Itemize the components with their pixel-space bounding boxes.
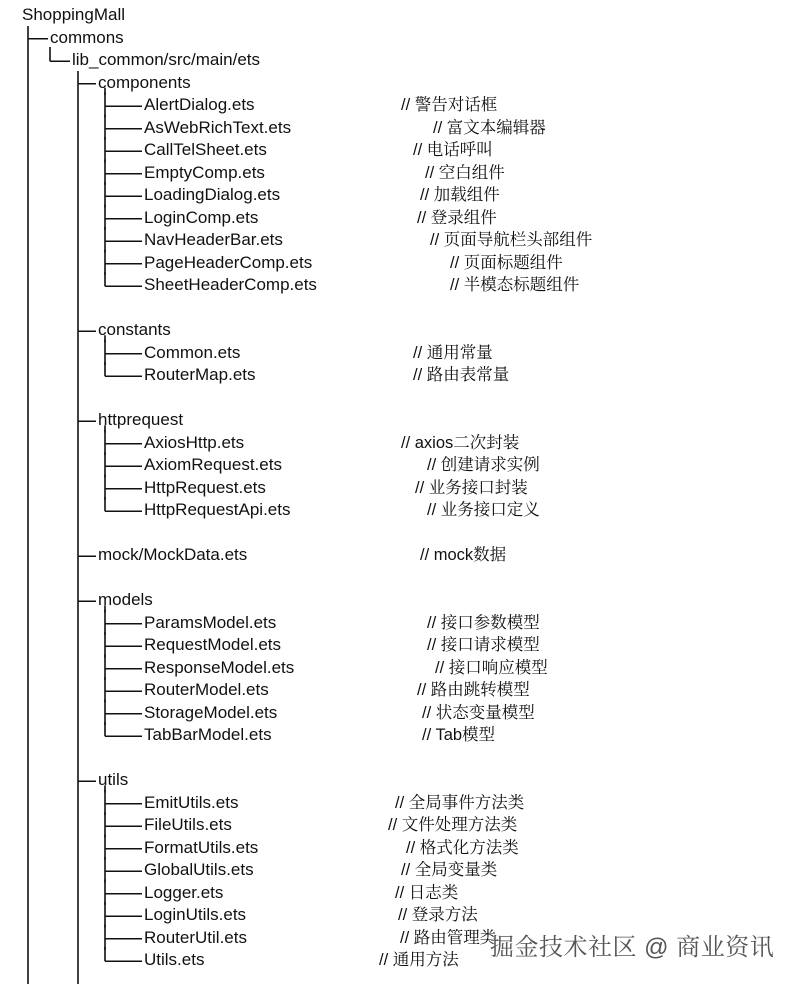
file-comment: // 电话呼叫	[413, 141, 493, 159]
file-item[interactable]: ParamsModel.ets	[144, 612, 277, 632]
folder-item[interactable]: httprequest	[98, 410, 184, 429]
folder-item[interactable]: utils	[98, 770, 129, 789]
file-comment: // 接口请求模型	[427, 636, 540, 654]
file-item[interactable]: AxiosHttp.ets	[144, 432, 245, 452]
file-item[interactable]: HttpRequestApi.ets	[144, 500, 291, 519]
file-item[interactable]: EmptyComp.ets	[144, 162, 265, 182]
file-item[interactable]: RouterMap.ets	[144, 365, 256, 384]
watermark: 掘金技术社区 @ 商业资讯	[490, 934, 775, 961]
folder-item[interactable]: lib_common/src/main/ets	[72, 50, 261, 69]
file-comment: // 路由表常量	[413, 366, 510, 384]
file-item[interactable]: RouterModel.ets	[144, 680, 269, 699]
folder-item[interactable]: mock/MockData.ets	[98, 545, 248, 564]
file-comment: // mock数据	[420, 546, 507, 564]
file-comment: // 接口响应模型	[435, 658, 548, 677]
file-item[interactable]: LoadingDialog.ets	[144, 185, 281, 204]
file-item[interactable]: StorageModel.ets	[144, 702, 278, 722]
file-item[interactable]: PageHeaderComp.ets	[144, 252, 313, 272]
file-comment: // 登录方法	[398, 906, 478, 924]
file-comment: // 文件处理方法类	[388, 816, 518, 834]
file-item[interactable]: GlobalUtils.ets	[144, 860, 254, 879]
file-item[interactable]: TabBarModel.ets	[144, 725, 272, 744]
file-comment: // 业务接口封装	[415, 478, 528, 497]
file-item[interactable]: RequestModel.ets	[144, 635, 282, 654]
file-comment: // 加载组件	[420, 186, 500, 204]
file-item[interactable]: ResponseModel.ets	[144, 657, 295, 677]
file-item[interactable]: CallTelSheet.ets	[144, 140, 267, 159]
file-item[interactable]: Logger.ets	[144, 882, 224, 902]
file-comment: // 空白组件	[425, 163, 505, 182]
file-comment: // axios二次封装	[401, 433, 520, 452]
file-comment: // 警告对话框	[401, 96, 498, 114]
file-item[interactable]: Utils.ets	[144, 950, 205, 969]
file-comment: // 接口参数模型	[427, 613, 540, 632]
file-item[interactable]: Common.ets	[144, 342, 241, 362]
file-comment: // 状态变量模型	[422, 703, 535, 722]
folder-item[interactable]: commons	[50, 27, 124, 47]
file-item[interactable]: AsWebRichText.ets	[144, 117, 292, 137]
file-item[interactable]: SheetHeaderComp.ets	[144, 275, 317, 294]
file-item[interactable]: AlertDialog.ets	[144, 95, 255, 114]
file-comment: // 通用常量	[413, 343, 493, 362]
file-comment: // 全局事件方法类	[395, 793, 525, 812]
folder-item[interactable]: constants	[98, 320, 171, 339]
file-comment: // 路由跳转模型	[417, 681, 530, 699]
file-item[interactable]: FormatUtils.ets	[144, 837, 259, 857]
file-comment: // 日志类	[395, 883, 459, 902]
file-item[interactable]: HttpRequest.ets	[144, 477, 266, 497]
file-comment: // 创建请求实例	[427, 456, 540, 474]
file-comment: // Tab模型	[422, 726, 496, 744]
file-item[interactable]: EmitUtils.ets	[144, 792, 239, 812]
folder-item[interactable]: components	[98, 72, 191, 92]
file-comment: // 登录组件	[417, 208, 497, 227]
file-item[interactable]: LoginUtils.ets	[144, 905, 247, 924]
file-comment: // 格式化方法类	[406, 838, 519, 857]
file-item[interactable]: NavHeaderBar.ets	[144, 230, 283, 249]
file-comment: // 路由管理类	[400, 928, 497, 947]
file-item[interactable]: FileUtils.ets	[144, 815, 232, 834]
file-comment: // 通用方法	[379, 951, 459, 969]
file-comment: // 富文本编辑器	[433, 118, 546, 137]
file-comment: // 业务接口定义	[427, 501, 540, 519]
file-item[interactable]: AxiomRequest.ets	[144, 455, 282, 474]
file-comment: // 页面导航栏头部组件	[430, 231, 593, 249]
file-item[interactable]: LoginComp.ets	[144, 207, 259, 227]
file-comment: // 半模态标题组件	[450, 276, 580, 294]
folder-item[interactable]: models	[98, 590, 153, 609]
file-item[interactable]: RouterUtil.ets	[144, 927, 247, 947]
file-comment: // 全局变量类	[401, 861, 498, 879]
file-comment: // 页面标题组件	[450, 253, 563, 272]
root-folder[interactable]: ShoppingMall	[22, 5, 126, 24]
